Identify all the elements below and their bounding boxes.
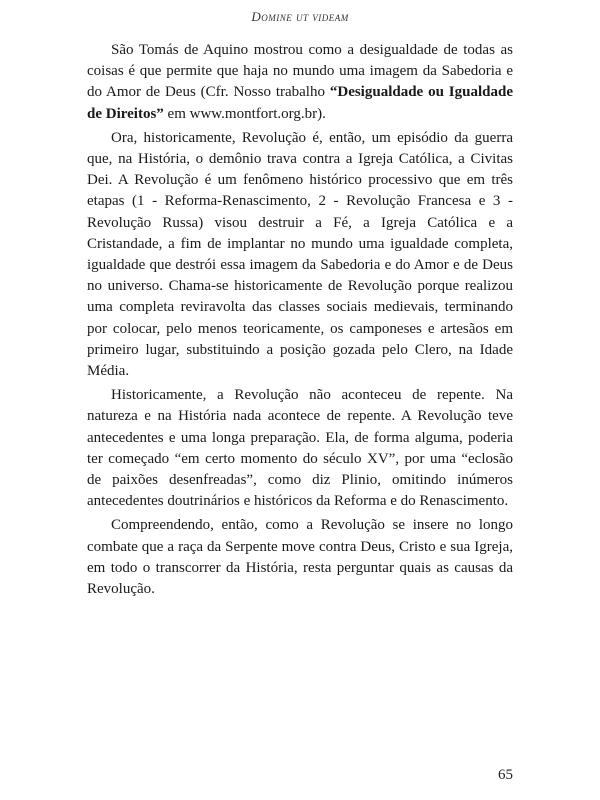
paragraph-1-text-a: São Tomás de Aquino mostrou como a desigualdade de todas as coisas é que permite que haja no mundo uma imagem da Sabedoria e do Amor de Deus (Cfr. Nosso trabalho xyxy=(87,42,513,101)
paragraph-1-bold-title: “Desigualdade ou Igualdade de Direitos” xyxy=(87,84,513,122)
paragraph-2-text: Ora, historicamente, Revolução é, então, um episódio da guerra que, na História, o demônio trava contra a Igreja Católica, a Civitas Dei. A Revolução é um fenômeno histórico processivo que em três etapas (1 - Reforma-Renascimento, 2 - Revolução Francesa e 3 - Revolução Russa) visou destruir a Fé, a Igreja Católica e a Cristandade, a fim de implantar no mundo uma igualdade completa, igualdade que destrói essa imagem da Sabedoria e do Amor e de Deus no universo. Chama-se historicamente de Revolução porque realizou uma completa reviravolta das classes sociais medievais, terminando por colocar, pelo menos teoricamente, os camponeses e artesãos em primeiro lugar, substituindo a posição gozada pelo Clero, na Idade Média. xyxy=(87,129,513,380)
paragraph-3-text: Historicamente, a Revolução não aconteceu de repente. Na natureza e na História nada acontece de repente. A Revolução teve antecedentes e uma longa preparação. Ela, de forma alguma, poderia ter começado “em certo momento do século XV”, por uma “eclosão de paixões desenfreadas”, como diz Plinio, omitindo inúmeros antecedentes doutrinários e históricos da Reforma e do Renascimento. xyxy=(87,387,513,510)
paragraph-2 xyxy=(87,128,513,382)
paragraph-1 xyxy=(87,40,513,125)
paragraph-3 xyxy=(87,385,513,512)
running-head: Domine ut videam xyxy=(251,9,349,24)
page-number: 65 xyxy=(498,767,513,783)
paragraph-4-text: Compreendendo, então, como a Revolução se insere no longo combate que a raça da Serpente move contra Deus, Cristo e sua Igreja, em todo o transcorrer da História, resta perguntar quais as causas da Revolução. xyxy=(87,517,513,598)
paragraph-4 xyxy=(87,515,513,600)
paragraph-1-text-b: em www.montfort.org.br). xyxy=(163,105,326,122)
body-text xyxy=(87,40,513,600)
